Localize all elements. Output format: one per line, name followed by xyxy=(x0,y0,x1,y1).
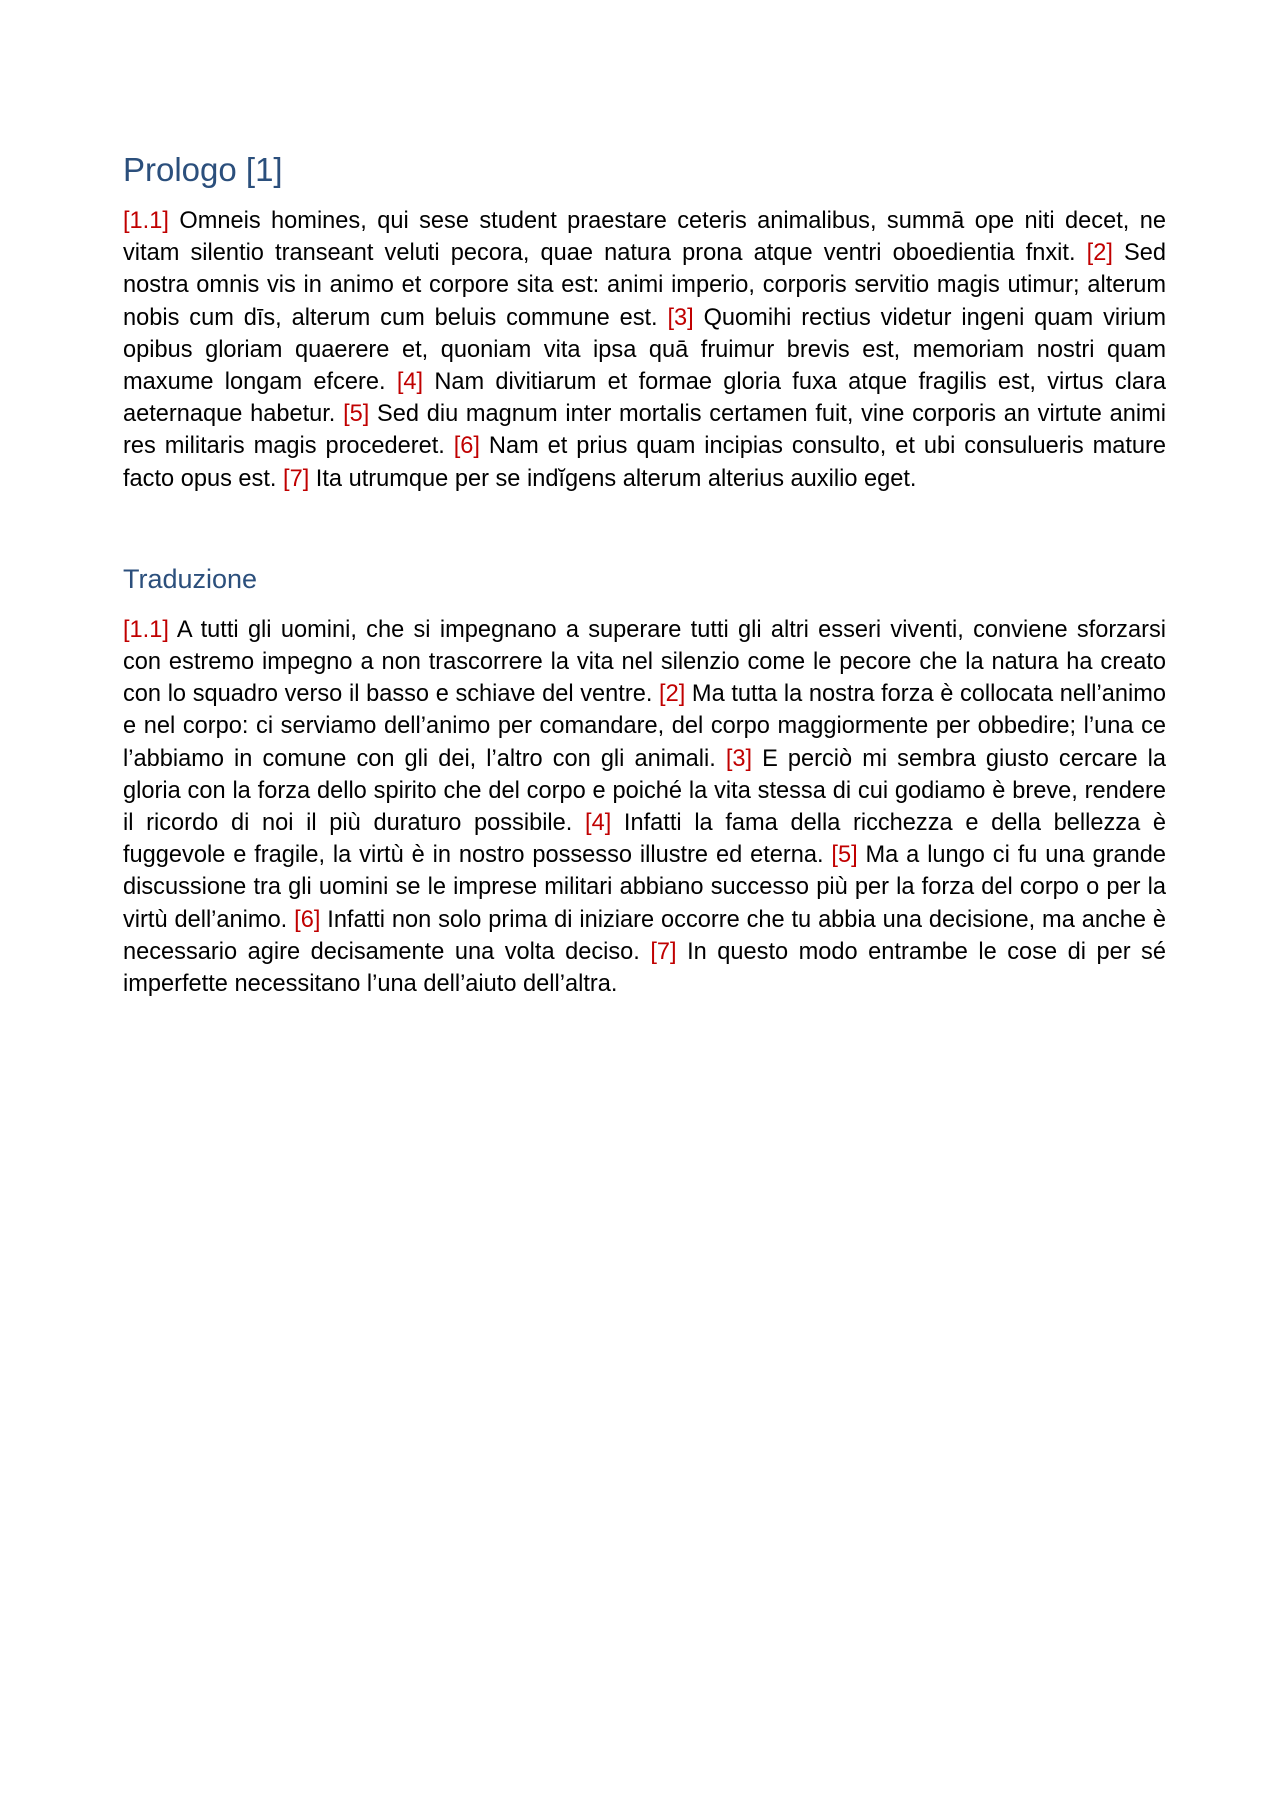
verse-text: Infatti la fama della ricchezza e della bellezza è fuggevole e fragile, la virtù è in nostro possesso illustre ed eterna. xyxy=(123,810,1166,869)
section-heading-prologo: Prologo [1] xyxy=(123,151,283,188)
verse-text: In questo modo entrambe le cose di per sé imperfette necessitano l’una dell’aiuto dell’altra. xyxy=(123,938,1166,998)
verse-ref: [3] xyxy=(725,745,753,772)
verse-text: A tutti gli uomini, che si impegnano a superare tutti gli altri esseri viventi, conviene sforzarsi con estremo impegno a non trascorrere la vita nel silenzio come le pecore che la natura ha creato con lo squadro verso il basso e schiave del ventre. xyxy=(123,616,1166,708)
verse-text: Ma tutta la nostra forza è collocata nell’animo e nel corpo: ci serviamo dell’animo per comandare, del corpo maggiormente per obbedire; l’una ce l’abbiamo in comune con gli dei, l’altro con gli animali. xyxy=(123,681,1166,772)
verse-ref: [5] xyxy=(343,401,370,428)
document-page xyxy=(123,150,1166,1000)
verse-ref: [6] xyxy=(294,906,321,933)
verse-ref: [7] xyxy=(650,938,677,965)
verse-ref: [3] xyxy=(667,304,694,331)
verse-text: Infatti non solo prima di iniziare occorre che tu abbia una decisione, ma anche è necessario agire decisamente una volta deciso. xyxy=(123,906,1166,965)
verse-ref: [1.1] xyxy=(123,208,169,234)
verse-ref: [5] xyxy=(831,842,858,869)
verse-ref: [4] xyxy=(585,810,612,837)
traduzione-paragraph xyxy=(123,614,1166,1000)
verse-ref: [2] xyxy=(1086,240,1113,267)
verse-text: Ma a lungo ci fu una grande discussione tra gli uomini se le imprese militari abbiano successo più per la forza del corpo o per la virtù dell’animo. xyxy=(123,842,1166,933)
verse-ref: [4] xyxy=(396,369,424,396)
verse-ref: [6] xyxy=(453,433,480,460)
verse-text: Nam divitiarum et formae gloria fuxa atque fragilis est, virtus clara aeternaque habetur. xyxy=(123,369,1166,428)
verse-ref: [7] xyxy=(283,465,310,492)
verse-text: Nam et prius quam incipias consulto, et ubi consulueris mature facto opus est. xyxy=(123,433,1166,492)
verse-ref: [2] xyxy=(659,681,686,708)
verse-text: E perciò mi sembra giusto cercare la gloria con la forza dello spirito che del corpo e poiché la vita stessa di cui godiamo è breve, rendere il ricordo di noi il più duraturo possibile. xyxy=(123,745,1166,837)
verse-text: Sed nostra omnis vis in animo et corpore sita est: animi imperio, corporis servitio magis utimur; alterum nobis cum dīs, alterum cum beluis commune est. xyxy=(123,240,1166,331)
verse-text: Sed diu magnum inter mortalis certamen fuit, vine corporis an virtute animi res militaris magis procederet. xyxy=(123,401,1166,460)
verse-ref: [1.1] xyxy=(123,616,169,643)
section-heading-traduzione: Traduzione xyxy=(123,563,258,594)
verse-text: Ita utrumque per se indĭgens alterum alterius auxilio eget. xyxy=(309,465,917,492)
prologo-paragraph xyxy=(123,205,1166,495)
verse-text: Quomihi rectius videtur ingeni quam virium opibus gloriam quaerere et, quoniam vita ipsa quā fruimur brevis est, memoriam nostri quam maxume longam efcere. xyxy=(123,304,1166,396)
verse-text: Omneis homines, qui sese student praestare ceteris animalibus, summā ope niti decet, ne vitam silentio transeant veluti pecora, quae natura prona atque ventri oboedientia fnxit. xyxy=(123,208,1166,267)
